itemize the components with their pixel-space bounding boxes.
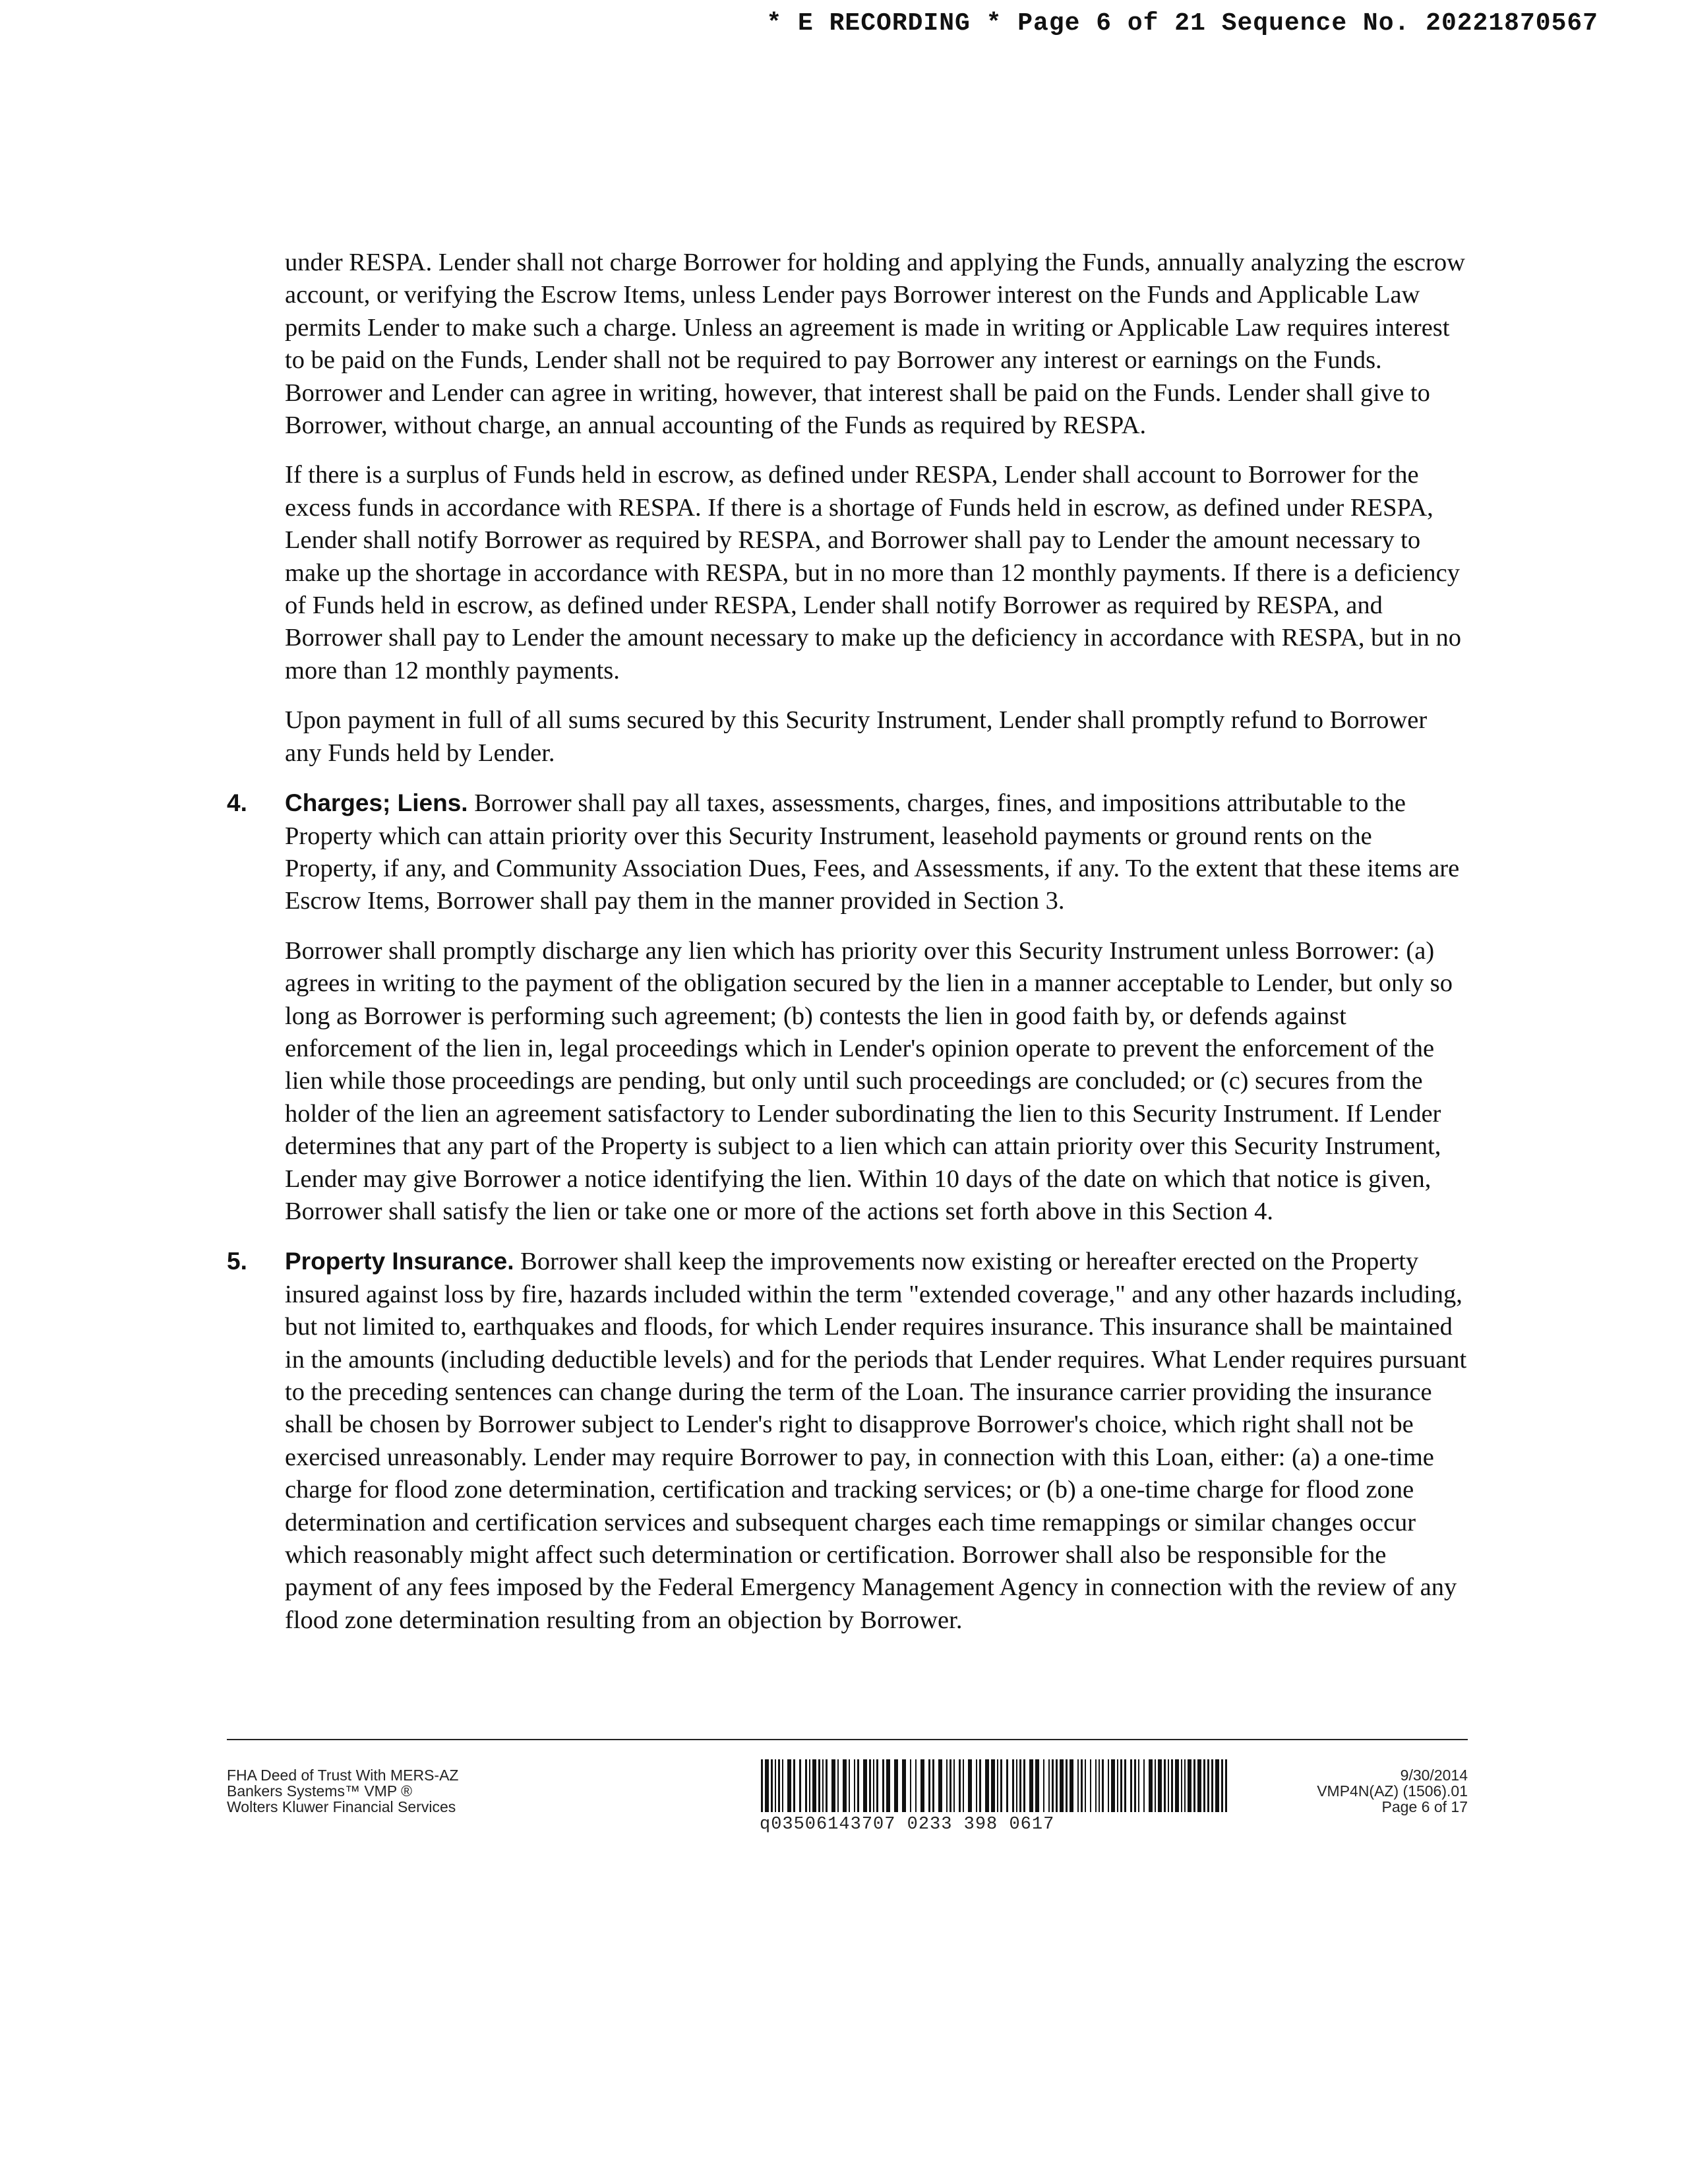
- barcode-bar: [1225, 1759, 1227, 1812]
- barcode-icon: [760, 1759, 1232, 1813]
- barcode-bar: [1099, 1759, 1100, 1812]
- barcode-bar: [1130, 1759, 1132, 1812]
- barcode-bar: [793, 1759, 795, 1812]
- barcode-bar: [991, 1759, 995, 1812]
- footer-form-title: FHA Deed of Trust With MERS-AZ: [227, 1767, 459, 1784]
- barcode-bar: [1056, 1759, 1058, 1812]
- barcode-bar: [1124, 1759, 1126, 1812]
- barcode-bar: [805, 1759, 807, 1812]
- barcode-bar: [1070, 1759, 1073, 1812]
- barcode-bar: [968, 1759, 972, 1812]
- document-body: [227, 247, 1468, 1637]
- section-5-text: Borrower shall keep the improvements now existing or hereafter erected on the Property insured against loss by fire, hazards included within the term "extended coverage," and any other hazards including, but not limited to, earthquakes and floods, for which Lender requires insurance. This insurance shall be maintained in the amounts (including deductible levels) and for the periods that Lender requires. What Lender requires pursuant to the preceding sentences can change during the term of the Loan. The insurance carrier providing the insurance shall be chosen by Borrower subject to Lender's right to disapprove Borrower's choice, which right shall not be exercised unreasonably. Lender may require Borrower to pay, in connection with this Loan, either: (a) a one-time charge for flood zone determination, certification and tracking services; or (b) a one-time charge for flood zone determination and certification services and subsequent charges each time remappings or similar changes occur which reasonably might affect such determination or certification. Borrower shall also be responsible for the payment of any fees imposed by the Federal Emergency Management Agency in connection with the review of any flood zone determination resulting from an objection by Borrower.: [285, 1248, 1467, 1634]
- footer-divider: [227, 1739, 1468, 1740]
- barcode-bar: [902, 1759, 906, 1812]
- barcode-bar: [837, 1759, 839, 1812]
- footer-page-info: [1317, 1767, 1468, 1815]
- barcode-bar: [1138, 1759, 1139, 1812]
- barcode-bar: [950, 1759, 951, 1812]
- barcode-bar: [778, 1759, 780, 1812]
- barcode-bar: [1164, 1759, 1166, 1812]
- footer-page-number: Page 6 of 17: [1381, 1798, 1468, 1815]
- barcode-bar: [963, 1759, 964, 1812]
- barcode-bar: [886, 1759, 890, 1812]
- barcode-bar: [869, 1759, 871, 1812]
- footer-company: Wolters Kluwer Financial Services: [227, 1798, 456, 1815]
- barcode-bar: [799, 1759, 801, 1812]
- section-5-heading: Property Insurance.: [285, 1248, 514, 1275]
- barcode-bar: [894, 1759, 898, 1812]
- barcode-bar: [1108, 1759, 1109, 1812]
- barcode-bar: [1077, 1759, 1079, 1812]
- barcode-bar: [1211, 1759, 1213, 1812]
- barcode-bar: [1171, 1759, 1173, 1812]
- barcode-bar: [826, 1759, 828, 1812]
- barcode-bar: [822, 1759, 824, 1812]
- barcode-bar: [1060, 1759, 1064, 1812]
- barcode-bar: [1023, 1759, 1025, 1812]
- barcode-bar: [959, 1759, 961, 1812]
- section-4: [227, 787, 1468, 918]
- barcode-bar: [775, 1759, 776, 1812]
- section-5-body: [285, 1245, 1468, 1637]
- barcode-bar: [1016, 1759, 1017, 1812]
- barcode-bar: [915, 1759, 917, 1812]
- barcode-bar: [932, 1759, 934, 1812]
- footer-form-info: [227, 1767, 458, 1815]
- barcode-bar: [976, 1759, 977, 1812]
- barcode-bar: [782, 1759, 783, 1812]
- barcode-bar: [1006, 1759, 1008, 1812]
- paragraph-lien-discharge: Borrower shall promptly discharge any lien which has priority over this Security Instrument unless Borrower: (a) agrees in writing to the payment of the obligation secured by the lien in a manner acceptable to Lender, but only so long as Borrower is performing such agreement; (b) contests the lien in good faith by, or defends against enforcement of the lien in, legal proceedings which in Lender's opinion operate to prevent the enforcement of the lien while those proceedings are pending, but only until such proceedings are concluded; or (c) secures from the holder of the lien an agreement satisfactory to Lender subordinating the lien to this Security Instrument. If Lender determines that any part of the Property is subject to a lien which can attain priority over this Security Instrument, Lender may give Borrower a notice identifying the lien. Within 10 days of the date on which that notice is given, Borrower shall satisfy the lien or take one or more of the actions set forth above in this Section 4.: [285, 936, 1453, 1225]
- barcode-bar: [787, 1759, 791, 1812]
- barcode-bar: [1207, 1759, 1209, 1812]
- recording-header: * E RECORDING * Page 6 of 21 Sequence No. 20221870567: [766, 9, 1598, 38]
- barcode-bar: [953, 1759, 955, 1812]
- barcode-bar: [1102, 1759, 1104, 1812]
- barcode: [760, 1759, 1232, 1835]
- barcode-bar: [854, 1759, 855, 1812]
- section-4-heading: Charges; Liens.: [285, 789, 468, 817]
- barcode-bar: [1052, 1759, 1054, 1812]
- barcode-bar: [1175, 1759, 1179, 1812]
- barcode-bar: [1149, 1759, 1153, 1812]
- barcode-bar: [1134, 1759, 1136, 1812]
- barcode-bar: [1117, 1759, 1118, 1812]
- section-5-number: 5.: [227, 1248, 247, 1275]
- barcode-bar: [1000, 1759, 1002, 1812]
- barcode-bar: [1120, 1759, 1122, 1812]
- barcode-bar: [1043, 1759, 1044, 1812]
- barcode-bar: [1155, 1759, 1156, 1812]
- barcode-bar: [1048, 1759, 1050, 1812]
- barcode-bar: [946, 1759, 948, 1812]
- barcode-bar: [857, 1759, 859, 1812]
- paragraph-escrow-surplus: If there is a surplus of Funds held in escrow, as defined under RESPA, Lender shall account to Borrower for the excess funds in accordance with RESPA. If there is a shortage of Funds held in escrow, as defined under RESPA, Lender shall notify Borrower as required by RESPA, and Borrower shall pay to Lender the amount necessary to make up the shortage in accordance with RESPA, but in no more than 12 monthly payments. If there is a deficiency of Funds held in escrow, as defined under RESPA, Lender shall notify Borrower as required by RESPA, and Borrower shall pay to Lender the amount necessary to make up the deficiency in accordance with RESPA, but in no more than 12 monthly payments.: [285, 461, 1462, 684]
- barcode-bar: [985, 1759, 989, 1812]
- section-4-number: 4.: [227, 789, 247, 817]
- paragraph-refund: Upon payment in full of all sums secured by this Security Instrument, Lender shall promptly refund to Borrower any Funds held by Lender.: [285, 706, 1428, 767]
- barcode-bar: [1193, 1759, 1195, 1812]
- barcode-bar: [843, 1759, 847, 1812]
- barcode-bar: [1168, 1759, 1169, 1812]
- barcode-bar: [771, 1759, 773, 1812]
- barcode-bar: [1188, 1759, 1191, 1812]
- barcode-number: q03506143707 0233 398 0617: [760, 1815, 1055, 1835]
- barcode-bar: [876, 1759, 878, 1812]
- barcode-bar: [1012, 1759, 1014, 1812]
- barcode-bar: [979, 1759, 981, 1812]
- barcode-bar: [765, 1759, 769, 1812]
- barcode-bar: [1111, 1759, 1115, 1812]
- barcode-bar: [997, 1759, 998, 1812]
- barcode-bar: [1019, 1759, 1021, 1812]
- barcode-bar: [1095, 1759, 1097, 1812]
- barcode-bar: [920, 1759, 924, 1812]
- barcode-bar: [882, 1759, 884, 1812]
- barcode-bar: [1090, 1759, 1091, 1812]
- barcode-bar: [809, 1759, 810, 1812]
- barcode-bar: [1221, 1759, 1223, 1812]
- barcode-bar: [1066, 1759, 1068, 1812]
- barcode-bar: [1085, 1759, 1086, 1812]
- barcode-bar: [818, 1759, 820, 1812]
- barcode-bar: [928, 1759, 930, 1812]
- barcode-bar: [910, 1759, 911, 1812]
- barcode-bar: [1203, 1759, 1205, 1812]
- barcode-bar: [831, 1759, 835, 1812]
- barcode-bar: [1215, 1759, 1219, 1812]
- barcode-bar: [1081, 1759, 1083, 1812]
- footer-vendor: Bankers Systems™ VMP ®: [227, 1782, 413, 1800]
- footer-date: 9/30/2014: [1400, 1767, 1468, 1784]
- barcode-bar: [1184, 1759, 1186, 1812]
- barcode-bar: [873, 1759, 874, 1812]
- barcode-bar: [1035, 1759, 1039, 1812]
- section-4-text: Borrower shall pay all taxes, assessments, charges, fines, and impositions attributable to the Property which can attain priority over this Security Instrument, leasehold payments or ground rents on the Property, if any, and Community Association Dues, Fees, and Assessments, if any. To the extent that these items are Escrow Items, Borrower shall pay them in the manner provided in Section 3.: [285, 789, 1460, 915]
- barcode-bar: [849, 1759, 850, 1812]
- section-4-body: [285, 787, 1468, 918]
- barcode-bar: [863, 1759, 867, 1812]
- barcode-bar: [1158, 1759, 1162, 1812]
- section-5: [227, 1245, 1468, 1637]
- barcode-bar: [761, 1759, 763, 1812]
- barcode-bar: [1029, 1759, 1033, 1812]
- barcode-bar: [1143, 1759, 1145, 1812]
- barcode-bar: [938, 1759, 942, 1812]
- barcode-bar: [812, 1759, 816, 1812]
- barcode-bar: [1181, 1759, 1182, 1812]
- paragraph-respa-charges: under RESPA. Lender shall not charge Borrower for holding and applying the Funds, annually analyzing the escrow account, or verifying the Escrow Items, unless Lender pays Borrower interest on the Funds and Applicable Law permits Lender to make such a charge. Unless an agreement is made in writing or Applicable Law requires interest to be paid on the Funds, Lender shall not be required to pay Borrower any interest or earnings on the Funds. Borrower and Lender can agree in writing, however, that interest shall be paid on the Funds. Lender shall give to Borrower, without charge, an annual accounting of the Funds as required by RESPA.: [285, 249, 1465, 440]
- footer-form-code: VMP4N(AZ) (1506).01: [1317, 1782, 1468, 1800]
- barcode-bar: [1197, 1759, 1201, 1812]
